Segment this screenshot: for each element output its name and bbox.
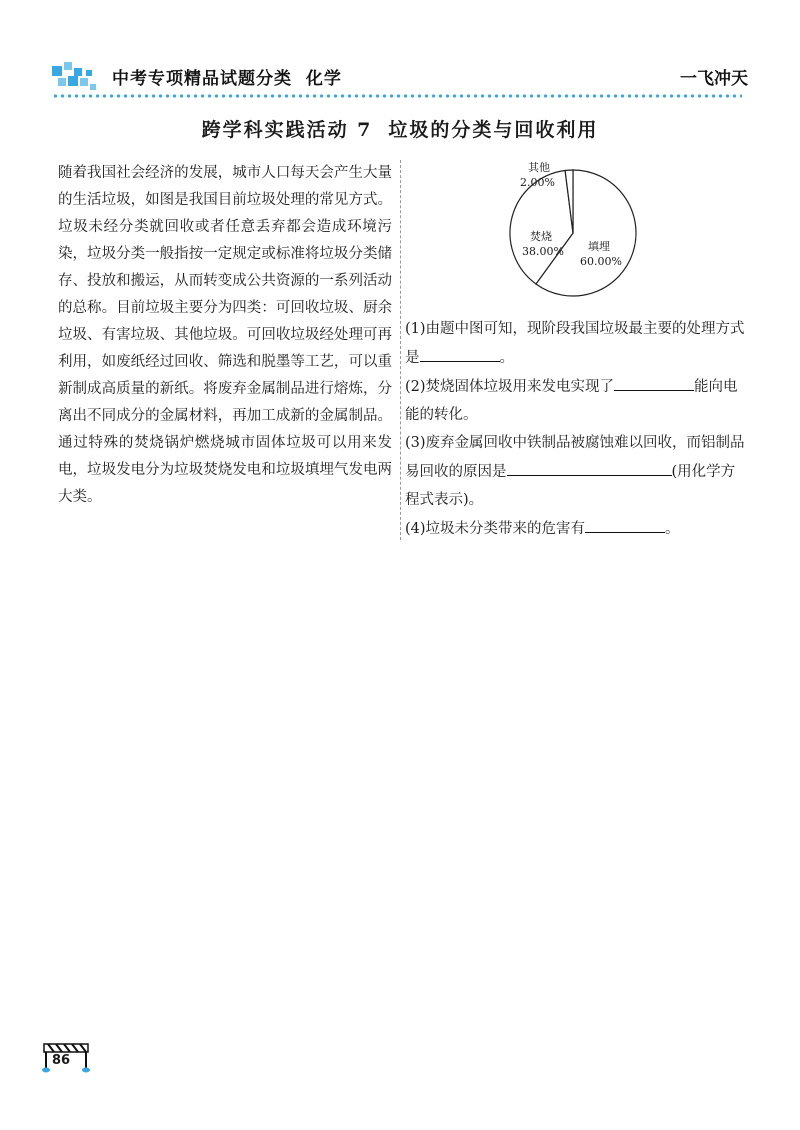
header-series-title: 中考专项精品试题分类 化学 xyxy=(112,69,342,89)
passage-paragraph: 随着我国社会经济的发展，城市人口每天会产生大量的生活垃圾，如图是我国目前垃圾处理的常见方式。垃圾未经分类就回收或者任意丢弃都会造成环境污染，垃圾分类一般指按一定规定或标准将垃圾分类储存、投放和搬运，从而转变成公共资源的一系列活动的总称。目前垃圾主要分为四类：可回收垃圾、厨余垃圾、有害垃圾、其他垃圾。可回收垃圾经处理可再利用，如废纸经过回收、筛选和脱墨等工艺，可以重新制成高质量的新纸。将废弃金属制品进行熔炼，分离出不同成分的金属材料，再加工成新的金属制品。通过特殊的焚烧锅炉燃烧城市固体垃圾可以用来发电，垃圾发电分为垃圾焚烧发电和垃圾填埋气发电两大类。 xyxy=(58,165,392,505)
question-list xyxy=(405,315,745,543)
title-activity: 跨学科实践活动 7 xyxy=(201,119,373,141)
answer-blank-4[interactable] xyxy=(585,514,665,533)
header-logo-squares xyxy=(52,62,98,94)
page-title xyxy=(0,115,800,142)
answer-blank-1[interactable] xyxy=(420,343,500,362)
pie-label-other-value: 2.00% xyxy=(520,176,555,189)
column-divider xyxy=(400,160,401,540)
pie-label-landfill-value: 60.00% xyxy=(580,255,622,268)
pie-label-incineration-value: 38.00% xyxy=(522,245,564,258)
title-topic: 垃圾的分类与回收利用 xyxy=(388,119,599,141)
header-subject: 化学 xyxy=(305,69,342,89)
answer-blank-3[interactable] xyxy=(507,457,672,476)
reading-passage xyxy=(58,160,392,511)
question-3: (3)废弃金属回收中铁制品被腐蚀难以回收，而铝制品易回收的原因是 (用化学方程式表示)。 xyxy=(405,435,745,508)
header-dotted-rule xyxy=(52,92,742,100)
pie-chart-svg xyxy=(508,158,668,308)
header-brand: 一飞冲天 xyxy=(680,69,748,89)
pie-label-landfill-name: 填埋 xyxy=(588,240,610,253)
question-1: (1)由题中图可知，现阶段我国垃圾最主要的处理方式是 。 xyxy=(405,321,745,366)
pie-chart xyxy=(508,158,668,308)
question-4: (4)垃圾未分类带来的危害有 。 xyxy=(405,514,745,543)
answer-blank-2[interactable] xyxy=(614,372,694,391)
pie-label-incineration-name: 焚烧 xyxy=(530,230,552,243)
page-number: 86 xyxy=(52,1053,71,1068)
pie-label-other-name: 其他 xyxy=(528,161,550,174)
question-2: (2)焚烧固体垃圾用来发电实现了 能向电能的转化。 xyxy=(405,372,745,429)
